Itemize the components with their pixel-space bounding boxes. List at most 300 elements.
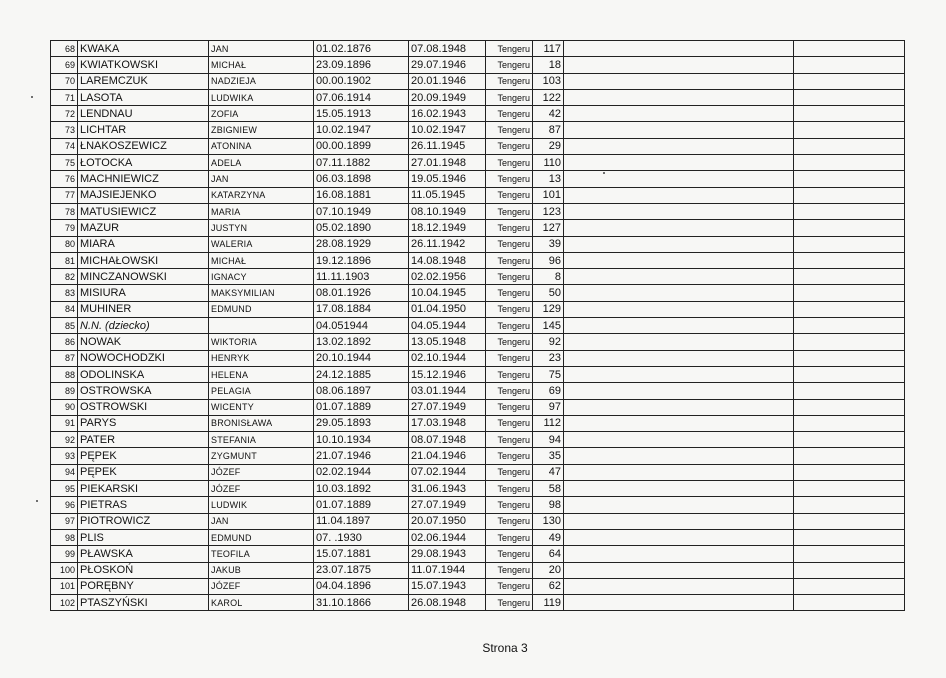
cell-number: 68 [51, 41, 78, 57]
cell-empty [794, 578, 905, 594]
cell-empty [794, 595, 905, 611]
cell-birth-date: 31.10.1866 [314, 595, 409, 611]
table-row [51, 562, 905, 578]
cell-place: Tengeru [486, 236, 533, 252]
table-row [51, 350, 905, 366]
cell-birth-date: 07.10.1949 [314, 203, 409, 219]
cell-place: Tengeru [486, 73, 533, 89]
cell-place: Tengeru [486, 481, 533, 497]
cell-grave-number: 75 [533, 366, 564, 382]
cell-death-date: 14.08.1948 [409, 252, 486, 268]
table-row [51, 220, 905, 236]
cell-given-name: JÓZEF [209, 578, 314, 594]
cell-surname: PŁOSKOŃ [78, 562, 209, 578]
cell-grave-number: 101 [533, 187, 564, 203]
cell-surname: MAZUR [78, 220, 209, 236]
cell-surname: KWIATKOWSKI [78, 57, 209, 73]
cell-number: 71 [51, 89, 78, 105]
cell-place: Tengeru [486, 464, 533, 480]
cell-empty [564, 171, 794, 187]
page-number: Strona 3 [482, 641, 528, 655]
cell-given-name: JÓZEF [209, 464, 314, 480]
table-row [51, 106, 905, 122]
cell-death-date: 08.10.1949 [409, 203, 486, 219]
cell-grave-number: 129 [533, 301, 564, 317]
table-row [51, 497, 905, 513]
cell-given-name: WALERIA [209, 236, 314, 252]
cell-grave-number: 145 [533, 318, 564, 334]
cell-birth-date: 13.02.1892 [314, 334, 409, 350]
cell-surname: PARYS [78, 415, 209, 431]
cell-empty [794, 285, 905, 301]
cell-empty [564, 399, 794, 415]
cell-empty [794, 383, 905, 399]
cell-given-name: HELENA [209, 366, 314, 382]
cell-grave-number: 92 [533, 334, 564, 350]
cell-number: 84 [51, 301, 78, 317]
cell-place: Tengeru [486, 415, 533, 431]
cell-death-date: 20.09.1949 [409, 89, 486, 105]
cell-number: 101 [51, 578, 78, 594]
cell-number: 85 [51, 318, 78, 334]
cell-empty [794, 41, 905, 57]
cell-birth-date: 29.05.1893 [314, 415, 409, 431]
cell-grave-number: 47 [533, 464, 564, 480]
cell-number: 89 [51, 383, 78, 399]
cell-surname: MISIURA [78, 285, 209, 301]
cell-death-date: 15.07.1943 [409, 578, 486, 594]
table-row [51, 138, 905, 154]
cell-place: Tengeru [486, 432, 533, 448]
cell-empty [794, 448, 905, 464]
register-body [51, 41, 905, 611]
cell-empty [794, 334, 905, 350]
cell-birth-date: 19.12.1896 [314, 252, 409, 268]
cell-given-name: JUSTYN [209, 220, 314, 236]
cell-number: 96 [51, 497, 78, 513]
cell-birth-date: 10.10.1934 [314, 432, 409, 448]
cell-given-name: ZYGMUNT [209, 448, 314, 464]
cell-surname: LENDNAU [78, 106, 209, 122]
cell-place: Tengeru [486, 252, 533, 268]
cell-empty [564, 497, 794, 513]
cell-given-name: TEOFILA [209, 546, 314, 562]
cell-given-name: WICENTY [209, 399, 314, 415]
cell-death-date: 07.08.1948 [409, 41, 486, 57]
cell-place: Tengeru [486, 334, 533, 350]
cell-grave-number: 50 [533, 285, 564, 301]
cell-birth-date: 15.07.1881 [314, 546, 409, 562]
cell-grave-number: 94 [533, 432, 564, 448]
table-row [51, 301, 905, 317]
cell-grave-number: 110 [533, 155, 564, 171]
cell-number: 86 [51, 334, 78, 350]
cell-empty [564, 269, 794, 285]
cell-surname: MUHINER [78, 301, 209, 317]
cell-empty [564, 122, 794, 138]
cell-number: 92 [51, 432, 78, 448]
cell-birth-date: 01.02.1876 [314, 41, 409, 57]
cell-birth-date: 23.07.1875 [314, 562, 409, 578]
cell-number: 82 [51, 269, 78, 285]
cell-surname: MAJSIEJENKO [78, 187, 209, 203]
table-row [51, 203, 905, 219]
cell-number: 79 [51, 220, 78, 236]
cell-given-name: STEFANIA [209, 432, 314, 448]
table-row [51, 432, 905, 448]
table-row [51, 529, 905, 545]
cell-empty [794, 73, 905, 89]
cell-empty [564, 252, 794, 268]
cell-grave-number: 130 [533, 513, 564, 529]
table-row [51, 578, 905, 594]
cell-place: Tengeru [486, 595, 533, 611]
cell-given-name: MICHAŁ [209, 57, 314, 73]
cell-place: Tengeru [486, 399, 533, 415]
cell-empty [564, 89, 794, 105]
cell-given-name: PELAGIA [209, 383, 314, 399]
cell-given-name: KATARZYNA [209, 187, 314, 203]
cell-empty [564, 562, 794, 578]
cell-empty [794, 220, 905, 236]
cell-empty [564, 464, 794, 480]
cell-death-date: 02.10.1944 [409, 350, 486, 366]
cell-empty [794, 171, 905, 187]
cell-death-date: 31.06.1943 [409, 481, 486, 497]
cell-empty [564, 366, 794, 382]
cell-empty [794, 187, 905, 203]
cell-number: 77 [51, 187, 78, 203]
cell-given-name: KAROL [209, 595, 314, 611]
cell-place: Tengeru [486, 122, 533, 138]
cell-grave-number: 62 [533, 578, 564, 594]
cell-empty [794, 562, 905, 578]
cell-surname: PTASZYŃSKI [78, 595, 209, 611]
cell-empty [794, 399, 905, 415]
cell-place: Tengeru [486, 448, 533, 464]
cell-birth-date: 23.09.1896 [314, 57, 409, 73]
cell-death-date: 11.07.1944 [409, 562, 486, 578]
cell-empty [564, 546, 794, 562]
table-row [51, 399, 905, 415]
cell-surname: PĘPEK [78, 448, 209, 464]
cell-number: 102 [51, 595, 78, 611]
cell-given-name: EDMUND [209, 529, 314, 545]
cell-grave-number: 29 [533, 138, 564, 154]
cell-given-name [209, 318, 314, 334]
cell-surname: LAREMCZUK [78, 73, 209, 89]
cell-number: 73 [51, 122, 78, 138]
cell-empty [564, 529, 794, 545]
cell-birth-date: 07.11.1882 [314, 155, 409, 171]
cell-death-date: 27.07.1949 [409, 399, 486, 415]
cell-surname: NOWOCHODZKI [78, 350, 209, 366]
cell-given-name: JAN [209, 513, 314, 529]
cell-birth-date: 08.01.1926 [314, 285, 409, 301]
cell-place: Tengeru [486, 187, 533, 203]
table-row [51, 481, 905, 497]
cell-number: 80 [51, 236, 78, 252]
cell-given-name: JAN [209, 171, 314, 187]
cell-birth-date: 11.11.1903 [314, 269, 409, 285]
cell-death-date: 21.04.1946 [409, 448, 486, 464]
cell-empty [564, 138, 794, 154]
cell-birth-date: 08.06.1897 [314, 383, 409, 399]
cell-place: Tengeru [486, 89, 533, 105]
cell-death-date: 03.01.1944 [409, 383, 486, 399]
cell-place: Tengeru [486, 155, 533, 171]
cell-empty [794, 106, 905, 122]
cell-given-name: ATONINA [209, 138, 314, 154]
burial-register-table [50, 40, 905, 611]
cell-death-date: 04.05.1944 [409, 318, 486, 334]
cell-empty [794, 318, 905, 334]
cell-empty [564, 73, 794, 89]
cell-place: Tengeru [486, 285, 533, 301]
cell-given-name: HENRYK [209, 350, 314, 366]
cell-empty [794, 497, 905, 513]
cell-surname: MIARA [78, 236, 209, 252]
cell-given-name: BRONISŁAWA [209, 415, 314, 431]
scan-speck [31, 96, 33, 98]
cell-number: 88 [51, 366, 78, 382]
cell-death-date: 26.11.1942 [409, 236, 486, 252]
cell-place: Tengeru [486, 138, 533, 154]
cell-surname: MATUSIEWICZ [78, 203, 209, 219]
cell-birth-date: 00.00.1902 [314, 73, 409, 89]
cell-birth-date: 01.07.1889 [314, 497, 409, 513]
table-row [51, 285, 905, 301]
cell-death-date: 08.07.1948 [409, 432, 486, 448]
cell-grave-number: 58 [533, 481, 564, 497]
cell-empty [794, 236, 905, 252]
cell-given-name: LUDWIK [209, 497, 314, 513]
table-row [51, 448, 905, 464]
cell-grave-number: 119 [533, 595, 564, 611]
cell-place: Tengeru [486, 383, 533, 399]
cell-grave-number: 39 [533, 236, 564, 252]
cell-empty [564, 334, 794, 350]
table-row [51, 171, 905, 187]
table-row [51, 89, 905, 105]
cell-grave-number: 122 [533, 89, 564, 105]
cell-grave-number: 13 [533, 171, 564, 187]
cell-number: 87 [51, 350, 78, 366]
cell-given-name: JAN [209, 41, 314, 57]
cell-birth-date: 07.06.1914 [314, 89, 409, 105]
cell-empty [564, 513, 794, 529]
cell-number: 69 [51, 57, 78, 73]
cell-birth-date: 05.02.1890 [314, 220, 409, 236]
cell-death-date: 27.01.1948 [409, 155, 486, 171]
cell-death-date: 19.05.1946 [409, 171, 486, 187]
cell-given-name: NADZIEJA [209, 73, 314, 89]
cell-surname: PĘPEK [78, 464, 209, 480]
cell-birth-date: 01.07.1889 [314, 399, 409, 415]
cell-surname: ŁOTOCKA [78, 155, 209, 171]
cell-place: Tengeru [486, 106, 533, 122]
cell-empty [794, 464, 905, 480]
cell-place: Tengeru [486, 513, 533, 529]
cell-grave-number: 69 [533, 383, 564, 399]
cell-death-date: 10.04.1945 [409, 285, 486, 301]
cell-grave-number: 112 [533, 415, 564, 431]
cell-surname: LASOTA [78, 89, 209, 105]
cell-empty [794, 415, 905, 431]
cell-empty [564, 578, 794, 594]
cell-surname: PŁAWSKA [78, 546, 209, 562]
cell-given-name: IGNACY [209, 269, 314, 285]
cell-birth-date: 04.051944 [314, 318, 409, 334]
cell-surname: MINCZANOWSKI [78, 269, 209, 285]
cell-death-date: 02.06.1944 [409, 529, 486, 545]
cell-empty [794, 57, 905, 73]
cell-empty [564, 285, 794, 301]
cell-given-name: ADELA [209, 155, 314, 171]
cell-place: Tengeru [486, 269, 533, 285]
cell-death-date: 17.03.1948 [409, 415, 486, 431]
cell-number: 78 [51, 203, 78, 219]
cell-number: 99 [51, 546, 78, 562]
cell-empty [564, 481, 794, 497]
cell-death-date: 29.08.1943 [409, 546, 486, 562]
cell-given-name: MARIA [209, 203, 314, 219]
table-row [51, 57, 905, 73]
cell-empty [564, 301, 794, 317]
cell-surname: PIOTROWICZ [78, 513, 209, 529]
cell-number: 93 [51, 448, 78, 464]
cell-grave-number: 98 [533, 497, 564, 513]
cell-surname: MACHNIEWICZ [78, 171, 209, 187]
cell-empty [794, 122, 905, 138]
cell-death-date: 13.05.1948 [409, 334, 486, 350]
cell-empty [794, 203, 905, 219]
cell-birth-date: 21.07.1946 [314, 448, 409, 464]
cell-number: 100 [51, 562, 78, 578]
cell-death-date: 07.02.1944 [409, 464, 486, 480]
table-row [51, 41, 905, 57]
cell-given-name: LUDWIKA [209, 89, 314, 105]
cell-empty [564, 106, 794, 122]
cell-place: Tengeru [486, 57, 533, 73]
cell-empty [564, 57, 794, 73]
cell-birth-date: 10.02.1947 [314, 122, 409, 138]
cell-given-name: EDMUND [209, 301, 314, 317]
cell-birth-date: 07. .1930 [314, 529, 409, 545]
cell-grave-number: 123 [533, 203, 564, 219]
table-row [51, 366, 905, 382]
cell-grave-number: 42 [533, 106, 564, 122]
cell-number: 94 [51, 464, 78, 480]
cell-birth-date: 00.00.1899 [314, 138, 409, 154]
cell-given-name: MAKSYMILIAN [209, 285, 314, 301]
cell-grave-number: 64 [533, 546, 564, 562]
cell-empty [564, 318, 794, 334]
cell-grave-number: 117 [533, 41, 564, 57]
table-row [51, 334, 905, 350]
cell-number: 76 [51, 171, 78, 187]
cell-place: Tengeru [486, 350, 533, 366]
cell-death-date: 26.08.1948 [409, 595, 486, 611]
cell-empty [564, 203, 794, 219]
cell-birth-date: 28.08.1929 [314, 236, 409, 252]
cell-grave-number: 103 [533, 73, 564, 89]
table-row [51, 464, 905, 480]
cell-grave-number: 127 [533, 220, 564, 236]
cell-death-date: 18.12.1949 [409, 220, 486, 236]
cell-surname: OSTROWSKI [78, 399, 209, 415]
cell-grave-number: 23 [533, 350, 564, 366]
cell-empty [794, 366, 905, 382]
cell-place: Tengeru [486, 546, 533, 562]
cell-place: Tengeru [486, 203, 533, 219]
cell-birth-date: 15.05.1913 [314, 106, 409, 122]
cell-birth-date: 04.04.1896 [314, 578, 409, 594]
cell-death-date: 27.07.1949 [409, 497, 486, 513]
cell-empty [794, 432, 905, 448]
cell-empty [564, 432, 794, 448]
cell-empty [794, 301, 905, 317]
cell-death-date: 20.07.1950 [409, 513, 486, 529]
cell-place: Tengeru [486, 578, 533, 594]
cell-empty [564, 41, 794, 57]
cell-surname: ODOLINSKA [78, 366, 209, 382]
cell-number: 70 [51, 73, 78, 89]
cell-birth-date: 06.03.1898 [314, 171, 409, 187]
table-row [51, 236, 905, 252]
cell-surname: ŁNAKOSZEWICZ [78, 138, 209, 154]
cell-empty [794, 481, 905, 497]
cell-empty [794, 546, 905, 562]
cell-given-name: JÓZEF [209, 481, 314, 497]
cell-place: Tengeru [486, 301, 533, 317]
cell-surname: PLIS [78, 529, 209, 545]
cell-empty [564, 383, 794, 399]
cell-death-date: 10.02.1947 [409, 122, 486, 138]
cell-surname: PIETRAS [78, 497, 209, 513]
cell-surname: N.N. (dziecko) [78, 318, 209, 334]
cell-empty [564, 187, 794, 203]
cell-empty [794, 89, 905, 105]
table-row [51, 122, 905, 138]
cell-surname: PATER [78, 432, 209, 448]
scan-speck [603, 172, 605, 174]
table-row [51, 546, 905, 562]
cell-place: Tengeru [486, 220, 533, 236]
table-row [51, 513, 905, 529]
cell-birth-date: 17.08.1884 [314, 301, 409, 317]
cell-surname: OSTROWSKA [78, 383, 209, 399]
cell-empty [794, 513, 905, 529]
cell-birth-date: 16.08.1881 [314, 187, 409, 203]
cell-empty [794, 269, 905, 285]
cell-empty [564, 220, 794, 236]
cell-death-date: 02.02.1956 [409, 269, 486, 285]
table-row [51, 383, 905, 399]
cell-number: 74 [51, 138, 78, 154]
cell-grave-number: 97 [533, 399, 564, 415]
cell-number: 91 [51, 415, 78, 431]
cell-surname: NOWAK [78, 334, 209, 350]
cell-empty [794, 138, 905, 154]
cell-given-name: JAKUB [209, 562, 314, 578]
cell-number: 75 [51, 155, 78, 171]
cell-place: Tengeru [486, 497, 533, 513]
cell-number: 72 [51, 106, 78, 122]
table-row [51, 269, 905, 285]
cell-birth-date: 10.03.1892 [314, 481, 409, 497]
cell-grave-number: 35 [533, 448, 564, 464]
